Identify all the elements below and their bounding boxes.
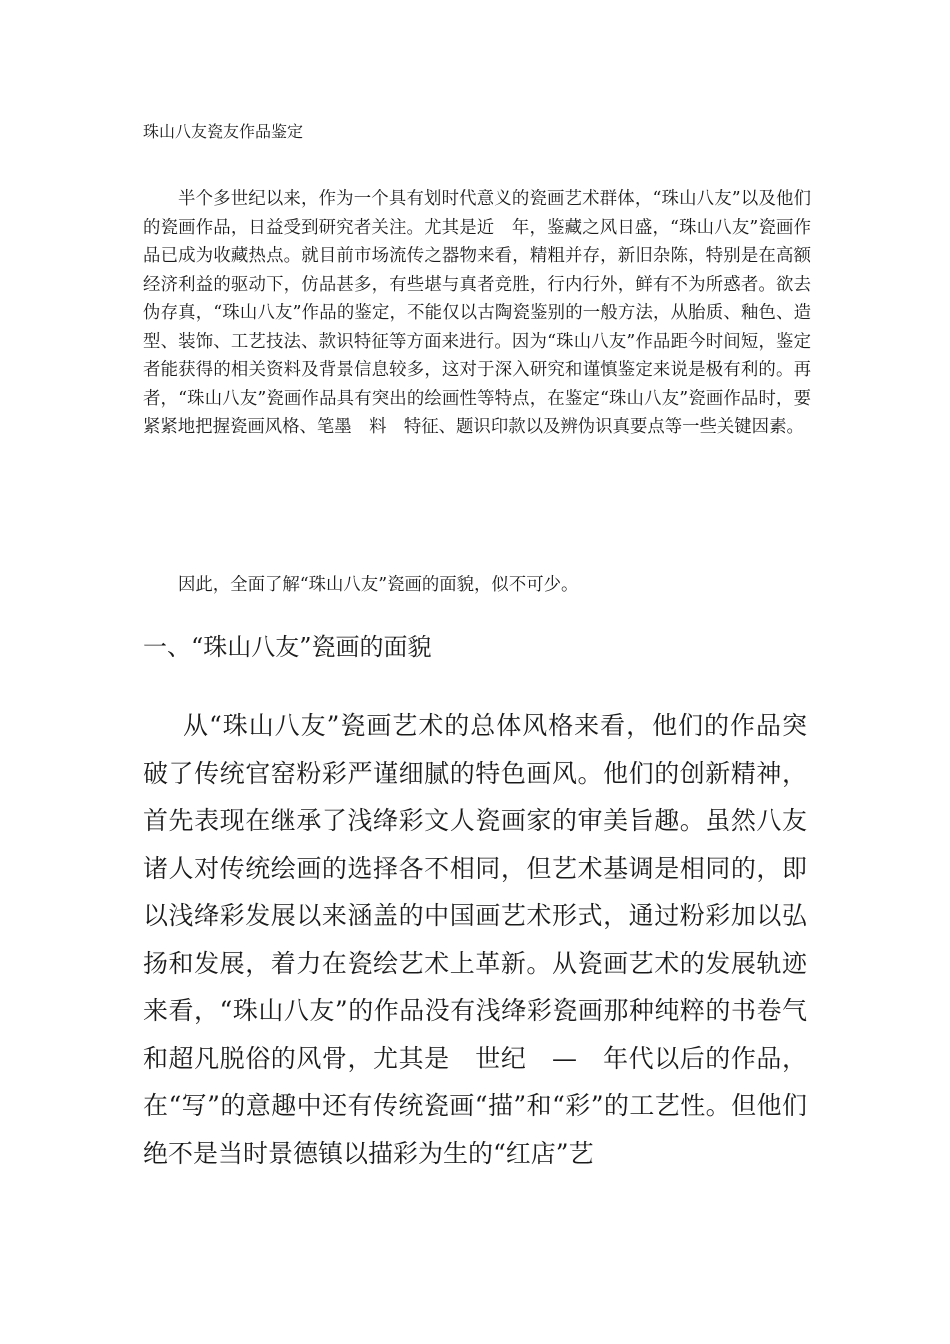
section-heading: 一、“珠山八友”瓷画的面貌 — [143, 633, 432, 661]
intro-paragraph: 半个多世纪以来，作为一个具有划时代意义的瓷画艺术群体，“珠山八友”以及他们的瓷画作品，日益受到研究者关注。尤其是近 年，鉴藏之风日盛，“珠山八友”瓷画作品已成为收藏热点。就目前市场流传之器物来看，精粗并存，新旧杂陈，特别是在高额经济利益的驱动下，仿品甚多，有些堪与真者竞胜，行内行外，鲜有不为所惑者。欲去伪存真，“珠山八友”作品的鉴定，不能仅以古陶瓷鉴别的一般方法，从胎质、釉色、造型、装饰、工艺技法、款识特征等方面来进行。因为“珠山八友”作品距今时间短，鉴定者能获得的相关资料及背景信息较多，这对于深入研究和谨慎鉴定来说是极有利的。再者，“珠山八友”瓷画作品具有突出的绘画性等特点，在鉴定“珠山八友”瓷画作品时，要紧紧地把握瓷画风格、笔墨 料 特征、题识印款以及辨伪识真要点等一些关键因素。 — [143, 189, 811, 437]
conclusion-paragraph: 因此，全面了解“珠山八友”瓷画的面貌，似不可少。 — [178, 575, 579, 595]
document-title: 珠山八友瓷友作品鉴定 — [143, 122, 304, 141]
section-paragraph: 从“珠山八友”瓷画艺术的总体风格来看，他们的作品突破了传统官窑粉彩严谨细腻的特色画风。他们的创新精神，首先表现在继承了浅绛彩文人瓷画家的审美旨趣。虽然八友诸人对传统绘画的选择各不相同，但艺术基调是相同的，即以浅绛彩发展以来涵盖的中国画艺术形式，通过粉彩加以弘扬和发展，着力在瓷绘艺术上革新。从瓷画艺术的发展轨迹来看，“珠山八友”的作品没有浅绛彩瓷画那种纯粹的书卷气和超凡脱俗的风骨，尤其是 世纪 — 年代以后的作品，在“写”的意趣中还有传统瓷画“描”和“彩”的工艺性。但他们绝不是当时景德镇以描彩为生的“红店”艺 — [143, 711, 807, 1168]
